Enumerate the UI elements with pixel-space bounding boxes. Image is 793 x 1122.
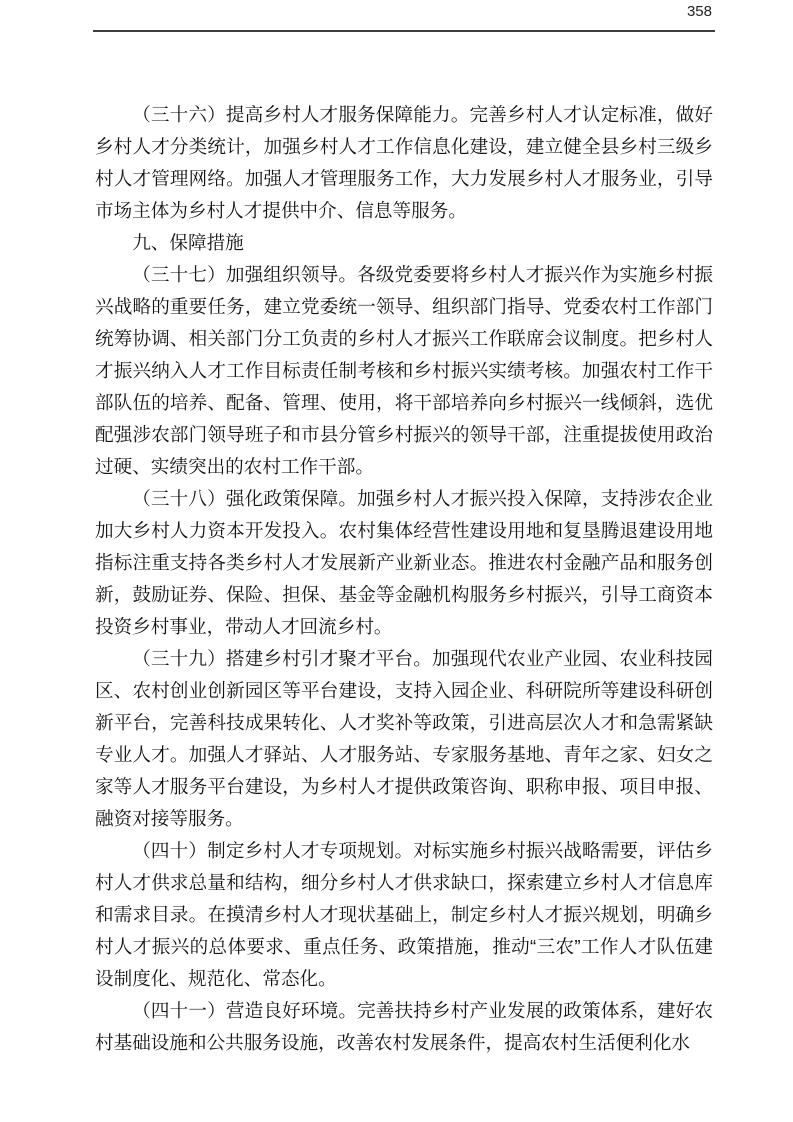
paragraph-37: （三十七）加强组织领导。各级党委要将乡村人才振兴作为实施乡村振兴战略的重要任务，建立党委统一领导、组织部门指导、党委农村工作部门统筹协调、相关部门分工负责的乡村人才振兴工作联席会议制度。把乡村人才振兴纳入人才工作目标责任制考核和乡村振兴实绩考核。加强农村工作干部队伍的培养、配备、管理、使用，将干部培养向乡村振兴一线倾斜，选优配强涉农部门领导班子和市县分管乡村振兴的领导干部，注重提拔使用政治过硬、实绩突出的农村工作干部。 <box>95 264 713 477</box>
paragraph-41: （四十一）营造良好环境。完善扶持乡村产业发展的政策体系，建好农村基础设施和公共服务设施，改善农村发展条件，提高农村生活便利化水 <box>95 1000 713 1053</box>
page-number: 358 <box>686 3 712 20</box>
paragraph-38: （三十八）强化政策保障。加强乡村人才振兴投入保障，支持涉农企业加大乡村人力资本开发投入。农村集体经营性建设用地和复垦腾退建设用地指标注重支持各类乡村人才发展新产业新业态。推进农村金融产品和服务创新，鼓励证券、保险、担保、基金等金融机构服务乡村振兴，引导工商资本投资乡村事业，带动人才回流乡村。 <box>95 488 713 637</box>
paragraph-40: （四十）制定乡村人才专项规划。对标实施乡村振兴战略需要，评估乡村人才供求总量和结构，细分乡村人才供求缺口，探索建立乡村人才信息库和需求目录。在摸清乡村人才现状基础上，制定乡村人才振兴规划，明确乡村人才振兴的总体要求、重点任务、政策措施，推动“三农”工作人才队伍建设制度化、规范化、常态化。 <box>95 840 713 989</box>
paragraph-36: （三十六）提高乡村人才服务保障能力。完善乡村人才认定标准，做好乡村人才分类统计，加强乡村人才工作信息化建设，建立健全县乡村三级乡村人才管理网络。加强人才管理服务工作，大力发展乡村人才服务业，引导市场主体为乡村人才提供中介、信息等服务。 <box>95 104 713 221</box>
document-body <box>95 99 713 1059</box>
header-rule <box>93 30 715 32</box>
section-heading-9: 九、保障措施 <box>132 232 244 253</box>
paragraph-39: （三十九）搭建乡村引才聚才平台。加强现代农业产业园、农业科技园区、农村创业创新园区等平台建设，支持入园企业、科研院所等建设科研创新平台，完善科技成果转化、人才奖补等政策，引进高层次人才和急需紧缺专业人才。加强人才驿站、人才服务站、专家服务基地、青年之家、妇女之家等人才服务平台建设，为乡村人才提供政策咨询、职称申报、项目申报、融资对接等服务。 <box>95 648 713 829</box>
